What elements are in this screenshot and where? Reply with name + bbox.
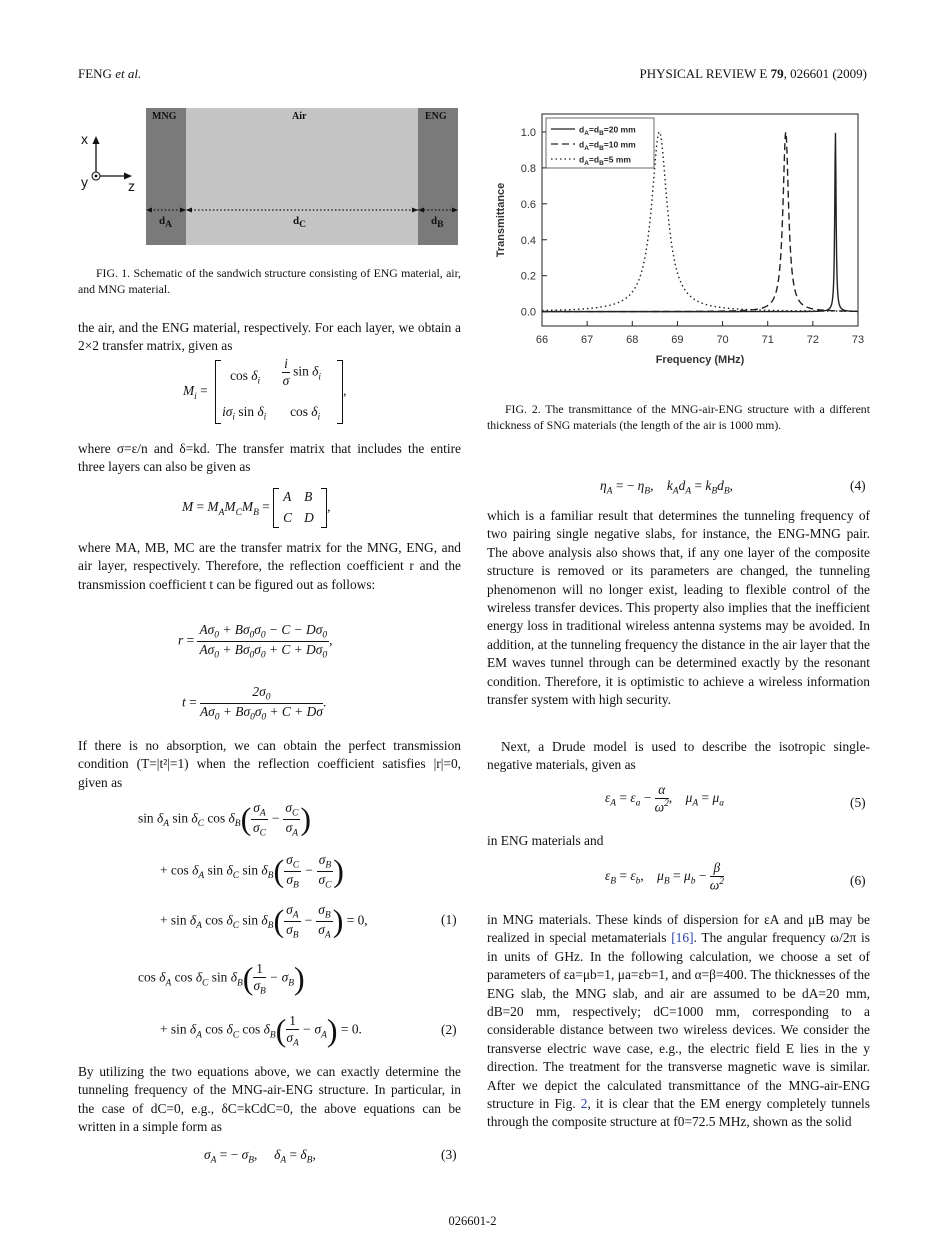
y-tick-label: 0.8 bbox=[520, 162, 536, 175]
x-tick-label: 70 bbox=[716, 334, 729, 346]
eq-6: $\varepsilon_B = \varepsilon_b$, $\mu_B = \mu_b$ − $\frac{\beta}{\omega^2}$ bbox=[605, 860, 724, 893]
x-axis-arrowhead bbox=[93, 136, 100, 144]
page-number: 026601-2 bbox=[448, 1214, 497, 1228]
eq-1-line-2: + $\cos \delta_A$ $\sin \delta_C$ $\sin \delta_B$( $\frac{\sigma_C}{\sigma_B}$ − $\frac{\sigma_B}{\sigma_C}$ ) bbox=[160, 852, 344, 891]
running-header-left: FENG et al. bbox=[78, 66, 142, 81]
x-axis-label: Frequency (MHz) bbox=[655, 354, 745, 366]
eq-3: $\sigma_A$ = − $\sigma_B$, $\delta_A = \delta_B$, bbox=[204, 1147, 316, 1166]
legend-label: $d_A=d_B=20$ mm bbox=[579, 124, 636, 137]
axis-label-x: x bbox=[81, 131, 88, 147]
label-dc: $d_C$ bbox=[293, 215, 306, 231]
x-tick-label: 68 bbox=[626, 334, 639, 346]
x-tick-label: 73 bbox=[851, 334, 865, 346]
left-para-3: where MA, MB, MC are the transfer matrix for the MNG, ENG, and air layer, respectively. Therefore, the reflection coefficient r and the transmission coefficient t can be figured out as follows: bbox=[78, 540, 461, 592]
eq-4: $\eta_A$ = − $\eta_B$, $k_Ad_A = k_Bd_B$, bbox=[600, 478, 734, 497]
y-tick-label: 0.0 bbox=[520, 306, 536, 319]
fig1-caption: FIG. 1. Schematic of the sandwich structure consisting of ENG material, air, and MNG material. bbox=[78, 266, 461, 296]
label-eng: ENG bbox=[425, 111, 447, 122]
y-tick-label: 0.4 bbox=[520, 234, 536, 247]
figure-1 bbox=[78, 100, 463, 250]
axis-label-z: z bbox=[128, 178, 135, 194]
fig1-schematic bbox=[78, 100, 463, 250]
x-tick-label: 71 bbox=[761, 334, 774, 346]
legend-label: $d_A=d_B=10$ mm bbox=[579, 139, 636, 152]
right-para-4: in MNG materials. These kinds of dispersion for εA and μB may be realized in special metamaterials [16]. The angular frequency ω/2π is in units of GHz. In the following calculation, we choose a set of parameters of εa=μb=1, μa=εb=1, and α=β=400. The thicknesses of the ENG slab, the MNG slab, and air are assumed to be dA=20 mm, dB=20 mm, respectively; dC=1000 mm, corresponding to a considerable distance between two wireless devices. We consider the transverse electric wave case, e.g., the electric field E lies in the y direction. The treatment for the transverse magnetic wave is similar. After we depict the calculated transmittance of the MNG-air-ENG structure in Fig. 2, it is clear that the EM energy completely tunnels through the composite structure at f0=72.5 MHz, shown as the solid bbox=[487, 912, 870, 1130]
ref-16-link[interactable]: [16] bbox=[671, 930, 694, 946]
legend-label: $d_A=d_B=5$ mm bbox=[579, 154, 631, 167]
right-para-2: Next, a Drude model is used to describe the isotropic single-negative materials, given as bbox=[487, 739, 870, 773]
eq-1-number: (1) bbox=[441, 912, 457, 927]
eq-2-line-2: + $\sin \delta_A$ $\cos \delta_C$ $\cos \delta_B$( $\frac{1}{\sigma_A}$ − $\sigma_A) = 0$. bbox=[160, 1012, 362, 1049]
left-para-1: the air, and the ENG material, respectively. For each layer, we obtain a 2×2 transfer matrix, given as bbox=[78, 320, 461, 354]
eq-transmission: t = $\frac{2\sigma_0}{A\sigma_0 + B\sigma_0\sigma_0 + C + D\sigma}$ . bbox=[182, 684, 327, 723]
eq-1-line-3: + $\sin \delta_A$ $\cos \delta_C$ $\sin \delta_B$( $\frac{\sigma_A}{\sigma_B}$ − $\frac{\sigma_B}{\sigma_A}$ ) = 0, bbox=[160, 902, 368, 941]
label-da: $d_A$ bbox=[159, 215, 172, 231]
x-tick-label: 69 bbox=[671, 334, 684, 346]
y-axis-label: Transmittance bbox=[495, 182, 507, 258]
eq-5: $\varepsilon_A = \varepsilon_a$ − $\frac{\alpha}{\omega^2}$ , $\mu_A = \mu_a$ bbox=[605, 782, 724, 815]
y-tick-label: 0.2 bbox=[520, 270, 536, 283]
label-mng: MNG bbox=[152, 111, 177, 122]
eq-2-number: (2) bbox=[441, 1022, 457, 1037]
fig-2-link[interactable]: 2 bbox=[580, 1096, 588, 1112]
label-air: Air bbox=[292, 111, 307, 122]
fig2-chart bbox=[488, 100, 873, 390]
left-para-4: If there is no absorption, we can obtain the perfect transmission condition (T=|t²|=1) when the reflection coefficient satisfies |r|=0, given as bbox=[78, 738, 461, 790]
eq-reflection: r = $\frac{A\sigma_0 + B\sigma_0\sigma_0 - C - D\sigma_0}{A\sigma_0 + B\sigma_0\sigma_0 + C + D\sigma_0}$ , bbox=[178, 622, 333, 661]
left-para-2: where σ=ε/n and δ=kd. The transfer matrix that includes the entire three layers can also be given as bbox=[78, 441, 461, 475]
fig2-caption: FIG. 2. The transmittance of the MNG-air-ENG structure with a different thickness of SNG materials (the length of the air is 1000 mm). bbox=[487, 402, 870, 432]
y-tick-label: 0.6 bbox=[520, 198, 536, 211]
label-db: $d_B$ bbox=[431, 215, 444, 231]
figure-2 bbox=[488, 100, 873, 390]
eq-2-line-1: $\cos \delta_A$ $\cos \delta_C$ $\sin \delta_B$( $\frac{1}{\sigma_B}$ − $\sigma_B$) bbox=[138, 960, 305, 997]
running-header-right: PHYSICAL REVIEW E 79, 026601 (2009) bbox=[639, 66, 867, 81]
right-para-3: in ENG materials and bbox=[487, 833, 604, 848]
x-tick-label: 67 bbox=[581, 334, 594, 346]
eq-6-number: (6) bbox=[850, 873, 866, 888]
eq-1-line-1: $\sin \delta_A$ $\sin \delta_C$ $\cos \delta_B$( $\frac{\sigma_A}{\sigma_C}$ − $\frac{\sigma_C}{\sigma_A}$ ) bbox=[138, 800, 311, 839]
eq-5-number: (5) bbox=[850, 795, 866, 810]
x-tick-label: 72 bbox=[806, 334, 819, 346]
eq-4-number: (4) bbox=[850, 478, 866, 493]
y-tick-label: 1.0 bbox=[520, 126, 536, 139]
eq-transfer-matrix: $M_i$ = $\cos \delta_i$ $\frac{i}{\sigma}$ $\sin \delta_i$ $i\sigma_i$ $\sin \delta_i$ $\cos \delta_i$ , bbox=[183, 356, 347, 423]
left-para-5: By utilizing the two equations above, we can exactly determine the tunneling frequency of the MNG-air-ENG structure. In particular, in the case of dC=0, e.g., δC=kCdC=0, the above equations can be written in a simple form as bbox=[78, 1064, 461, 1135]
right-para-1: which is a familiar result that determines the tunneling frequency of two pairing single negative slabs, for instance, the ENG-MNG pair. The above analysis also shows that, if any one layer of the composite structure is removed or its parameters are changed, the tunneling phenomenon will no longer exist, leading to flexible control of the wireless transfer devices. This property also implies that the inefficient energy loss in traditional wireless antenna systems may be avoided. In addition, at the tunneling frequency the distance in the air layer that the EM waves tunnel through can be determined exactly by the resonant condition. Therefore, it is optimistic to achieve a wireless information transfer system with high security. bbox=[487, 508, 870, 708]
axis-label-y: y bbox=[81, 174, 88, 190]
x-tick-label: 66 bbox=[535, 334, 549, 346]
eq-total-matrix: $M = M_AM_CM_B$ = A B C D , bbox=[182, 488, 331, 528]
eq-3-number: (3) bbox=[441, 1147, 457, 1162]
